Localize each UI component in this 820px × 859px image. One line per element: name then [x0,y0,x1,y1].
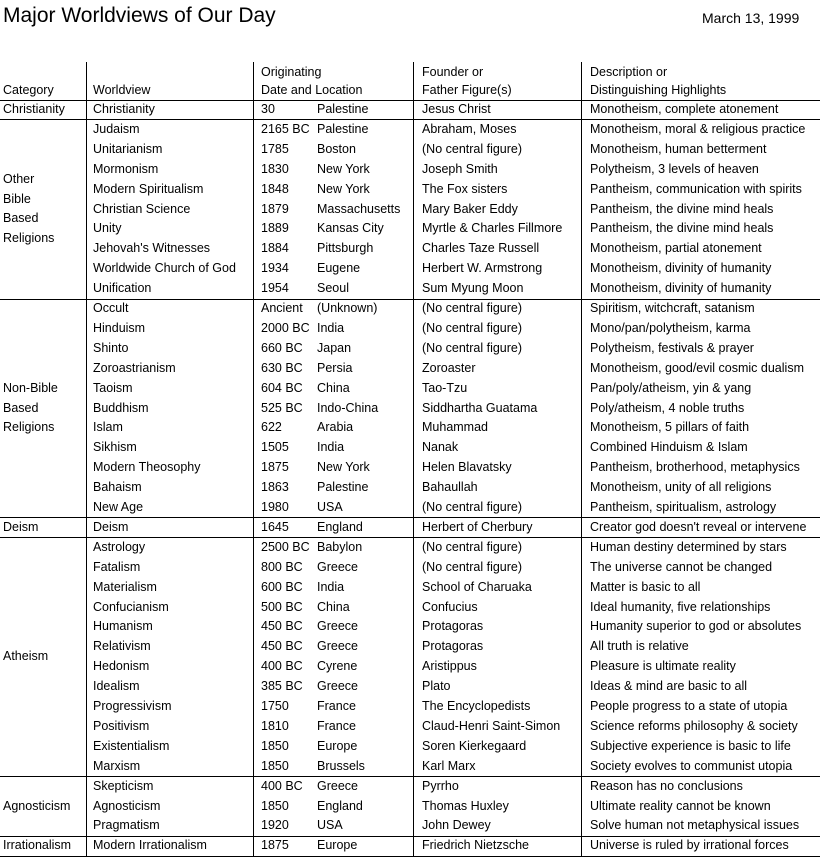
header-worldview: Worldview [93,83,151,97]
founder-cell: (No central figure) [422,539,523,554]
description-cell: Ideal humanity, five relationships [590,599,771,614]
description-cell: Monotheism, 5 pillars of faith [590,420,750,435]
founder-cell: Pyrrho [422,778,459,793]
origin-date-cell: 1879 [261,201,289,216]
description-cell: Pantheism, brotherhood, metaphysics [590,460,800,475]
column-divider [86,62,87,856]
founder-cell: The Fox sisters [422,181,508,196]
worldview-cell: Skepticism [93,778,154,793]
origin-date-cell: 1863 [261,480,289,495]
column-divider [581,62,582,856]
origin-location-cell: Boston [317,141,356,156]
origin-date-cell: 500 BC [261,599,303,614]
origin-location-cell: Palestine [317,121,369,136]
column-divider [86,62,87,100]
origin-date-cell: 1920 [261,818,289,833]
description-cell: Humanity superior to god or absolutes [590,619,802,634]
origin-location-cell: Europe [317,738,358,753]
header-origin-line2: Date and Location [261,83,363,97]
worldview-cell: Unity [93,221,122,236]
category-label: Agnosticism [3,798,71,813]
description-cell: Society evolves to communist utopia [590,758,793,773]
description-cell: Pan/poly/atheism, yin & yang [590,380,752,395]
category-label: Christianity [3,102,65,116]
origin-date-cell: 2500 BC [261,539,310,554]
description-cell: Combined Hinduism & Islam [590,440,748,455]
founder-cell: Mary Baker Eddy [422,201,518,216]
worldview-cell: Astrology [93,539,146,554]
worldview-cell: Marxism [93,758,141,773]
description-cell: Monotheism, unity of all religions [590,480,772,495]
origin-date-cell: 1850 [261,738,289,753]
header-founder-line1: Founder or [422,65,484,79]
origin-location-cell: Babylon [317,539,363,554]
worldview-cell: Confucianism [93,599,169,614]
founder-cell: Bahaullah [422,480,478,495]
origin-date-cell: Ancient [261,301,303,315]
founder-cell: Aristippus [422,659,477,674]
origin-location-cell: Indo-China [317,400,379,415]
description-cell: Creator god doesn't reveal or intervene [590,519,807,534]
origin-location-cell: Greece [317,559,358,574]
description-cell: Spiritism, witchcraft, satanism [590,301,755,315]
worldview-cell: Shinto [93,340,129,355]
worldview-cell: Fatalism [93,559,141,574]
founder-cell: Plato [422,679,451,694]
worldview-cell: Existentialism [93,738,170,753]
column-divider [413,62,414,856]
origin-location-cell: New York [317,181,370,196]
description-cell: Subjective experience is basic to life [590,738,791,753]
category-label: Deism [3,519,39,534]
origin-date-cell: 1785 [261,141,289,156]
founder-cell: The Encyclopedists [422,699,531,713]
header-founder-line2: Father Figure(s) [422,83,512,97]
origin-date-cell: 450 BC [261,639,303,654]
origin-location-cell: Greece [317,639,358,654]
origin-location-cell: Massachusetts [317,201,401,216]
description-cell: Monotheism, moral & religious practice [590,121,806,136]
header-description-line2: Distinguishing Highlights [590,83,727,97]
founder-cell: Herbert of Cherbury [422,519,533,534]
founder-cell: Karl Marx [422,758,476,773]
founder-cell: Zoroaster [422,360,476,375]
origin-location-cell: China [317,380,350,395]
origin-location-cell: England [317,519,363,534]
founder-cell: Thomas Huxley [422,798,509,813]
origin-location-cell: Eugene [317,261,361,276]
origin-location-cell: (Unknown) [317,301,378,315]
description-cell: People progress to a state of utopia [590,699,788,713]
founder-cell: (No central figure) [422,500,523,514]
origin-location-cell: India [317,440,345,455]
category-label: Other [3,171,35,186]
description-cell: Monotheism, partial atonement [590,241,762,256]
worldview-cell: Deism [93,519,129,534]
origin-location-cell: China [317,599,350,614]
worldview-cell: Hedonism [93,659,150,674]
description-cell: Matter is basic to all [590,579,701,594]
worldview-cell: Pragmatism [93,818,160,833]
worldview-cell: Jehovah's Witnesses [93,241,211,256]
group-divider [0,856,820,857]
worldview-cell: Judaism [93,121,140,136]
origin-date-cell: 1875 [261,460,289,475]
description-cell: Pantheism, spiritualism, astrology [590,500,777,514]
category-label: Religions [3,420,55,435]
description-cell: Monotheism, human betterment [590,141,767,156]
document-date: March 13, 1999 [702,10,800,26]
founder-cell: Siddhartha Guatama [422,400,538,415]
origin-date-cell: 400 BC [261,778,303,793]
description-cell: Mono/pan/polytheism, karma [590,320,751,335]
category-label: Bible [3,191,31,206]
origin-date-cell: 30 [261,102,275,116]
description-cell: Polytheism, 3 levels of heaven [590,161,759,176]
worldview-cell: Agnosticism [93,798,161,813]
origin-date-cell: 1980 [261,500,289,514]
description-cell: Polytheism, festivals & prayer [590,340,754,355]
worldview-cell: Materialism [93,579,157,594]
description-cell: Human destiny determined by stars [590,539,787,554]
founder-cell: Confucius [422,599,478,614]
origin-location-cell: India [317,320,345,335]
description-cell: Ideas & mind are basic to all [590,679,748,694]
worldview-cell: Hinduism [93,320,146,335]
header-description-line1: Description or [590,65,668,79]
category-label: Religions [3,231,55,246]
origin-date-cell: 604 BC [261,380,303,395]
category-label: Based [3,211,39,226]
founder-cell: Claud-Henri Saint-Simon [422,718,561,733]
worldview-cell: Idealism [93,679,140,694]
description-cell: Pantheism, the divine mind heals [590,201,774,216]
founder-cell: John Dewey [422,818,491,833]
description-cell: Monotheism, good/evil cosmic dualism [590,360,804,375]
origin-date-cell: 400 BC [261,659,303,674]
description-cell: Poly/atheism, 4 noble truths [590,400,745,415]
worldview-cell: Christianity [93,102,155,116]
worldview-cell: Islam [93,420,123,435]
page-title: Major Worldviews of Our Day [3,4,276,27]
founder-cell: Sum Myung Moon [422,281,524,296]
worldview-cell: Progressivism [93,699,172,713]
founder-cell: (No central figure) [422,340,523,355]
origin-location-cell: Japan [317,340,352,355]
origin-location-cell: Palestine [317,102,369,116]
worldview-cell: Relativism [93,639,151,654]
origin-date-cell: 1505 [261,440,289,455]
founder-cell: Protagoras [422,639,484,654]
origin-date-cell: 1850 [261,798,289,813]
origin-date-cell: 800 BC [261,559,303,574]
worldview-cell: Mormonism [93,161,159,176]
origin-date-cell: 1875 [261,838,289,853]
founder-cell: Herbert W. Armstrong [422,261,543,276]
founder-cell: (No central figure) [422,559,523,574]
origin-location-cell: Seoul [317,281,349,296]
origin-location-cell: Brussels [317,758,365,773]
origin-location-cell: Greece [317,679,358,694]
origin-date-cell: 1830 [261,161,289,176]
worldview-cell: Worldwide Church of God [93,261,236,276]
description-cell: Reason has no conclusions [590,778,743,793]
origin-date-cell: 622 [261,420,282,435]
origin-location-cell: England [317,798,363,813]
origin-location-cell: Persia [317,360,353,375]
origin-location-cell: Cyrene [317,659,358,674]
founder-cell: (No central figure) [422,320,523,335]
worldview-cell: Unification [93,281,152,296]
worldview-cell: Modern Spiritualism [93,181,204,196]
description-cell: Pantheism, communication with spirits [590,181,802,196]
header-origin-line1: Originating [261,65,322,79]
worldview-cell: Taoism [93,380,133,395]
origin-location-cell: France [317,699,356,713]
origin-date-cell: 1954 [261,281,289,296]
description-cell: Solve human not metaphysical issues [590,818,800,833]
origin-date-cell: 2165 BC [261,121,310,136]
founder-cell: Joseph Smith [422,161,498,176]
origin-date-cell: 1810 [261,718,289,733]
origin-date-cell: 450 BC [261,619,303,634]
founder-cell: Helen Blavatsky [422,460,512,475]
description-cell: Science reforms philosophy & society [590,718,798,733]
origin-location-cell: Greece [317,778,358,793]
category-label: Non-Bible [3,380,58,395]
founder-cell: (No central figure) [422,301,523,315]
origin-date-cell: 385 BC [261,679,303,694]
founder-cell: (No central figure) [422,141,523,156]
worldview-cell: New Age [93,500,144,514]
origin-date-cell: 525 BC [261,400,303,415]
origin-location-cell: Arabia [317,420,354,435]
origin-location-cell: Palestine [317,480,369,495]
worldview-cell: Modern Irrationalism [93,838,207,853]
worldview-cell: Sikhism [93,440,137,455]
founder-cell: Soren Kierkegaard [422,738,527,753]
description-cell: The universe cannot be changed [590,559,773,574]
description-cell: Monotheism, complete atonement [590,102,779,116]
description-cell: Monotheism, divinity of humanity [590,281,772,296]
description-cell: Pantheism, the divine mind heals [590,221,774,236]
founder-cell: School of Charuaka [422,579,532,594]
founder-cell: Tao-Tzu [422,380,468,395]
origin-location-cell: USA [317,818,343,833]
origin-location-cell: Europe [317,838,358,853]
origin-date-cell: 1850 [261,758,289,773]
origin-date-cell: 1848 [261,181,289,196]
column-divider [253,62,254,856]
worldview-cell: Zoroastrianism [93,360,176,375]
description-cell: Monotheism, divinity of humanity [590,261,772,276]
origin-location-cell: India [317,579,345,594]
origin-date-cell: 600 BC [261,579,303,594]
worldview-cell: Humanism [93,619,153,634]
origin-location-cell: Kansas City [317,221,384,236]
founder-cell: Jesus Christ [422,102,491,116]
origin-location-cell: New York [317,460,370,475]
founder-cell: Muhammad [422,420,488,435]
founder-cell: Abraham, Moses [422,121,517,136]
origin-date-cell: 1889 [261,221,289,236]
origin-location-cell: Pittsburgh [317,241,374,256]
worldview-cell: Buddhism [93,400,149,415]
worldview-cell: Modern Theosophy [93,460,201,475]
category-label: Based [3,400,39,415]
origin-location-cell: France [317,718,356,733]
origin-location-cell: New York [317,161,370,176]
origin-date-cell: 1750 [261,699,289,713]
worldview-cell: Positivism [93,718,150,733]
worldview-cell: Unitarianism [93,141,163,156]
founder-cell: Protagoras [422,619,484,634]
founder-cell: Friedrich Nietzsche [422,838,529,853]
description-cell: Pleasure is ultimate reality [590,659,736,674]
description-cell: All truth is relative [590,639,689,654]
origin-date-cell: 660 BC [261,340,303,355]
category-label: Atheism [3,649,49,664]
worldview-cell: Christian Science [93,201,191,216]
origin-date-cell: 1934 [261,261,289,276]
worldview-cell: Occult [93,301,129,315]
worldview-cell: Bahaism [93,480,142,495]
header-category: Category [3,83,54,97]
origin-date-cell: 2000 BC [261,320,310,335]
founder-cell: Nanak [422,440,459,455]
description-cell: Ultimate reality cannot be known [590,798,771,813]
origin-date-cell: 1645 [261,519,289,534]
origin-date-cell: 1884 [261,241,289,256]
category-label: Irrationalism [3,838,72,853]
origin-location-cell: Greece [317,619,358,634]
origin-location-cell: USA [317,500,343,514]
founder-cell: Myrtle & Charles Fillmore [422,221,563,236]
description-cell: Universe is ruled by irrational forces [590,838,789,853]
origin-date-cell: 630 BC [261,360,303,375]
founder-cell: Charles Taze Russell [422,241,540,256]
